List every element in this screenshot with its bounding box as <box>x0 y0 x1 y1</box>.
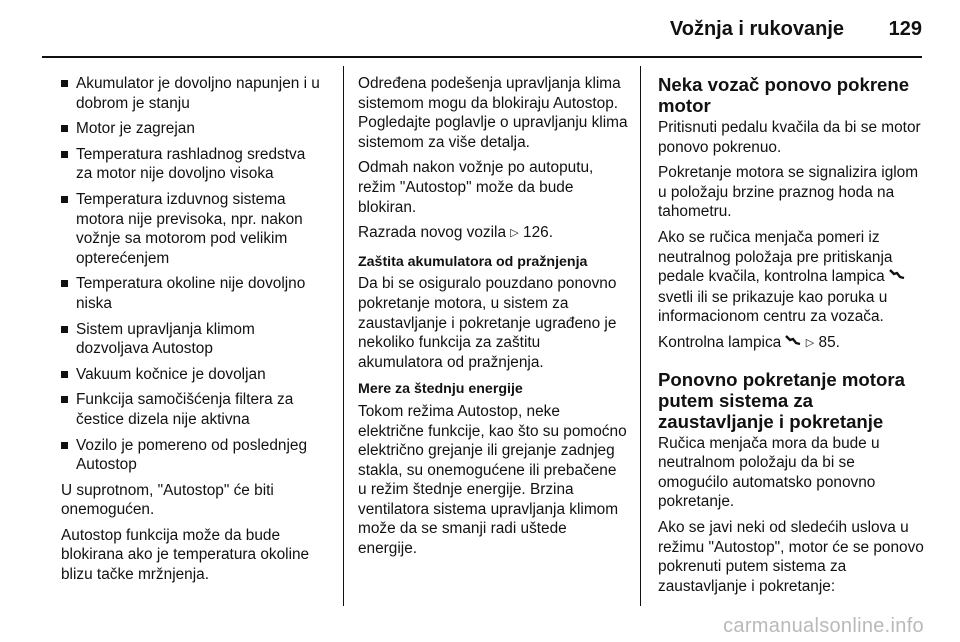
bullet-square-icon <box>61 151 68 158</box>
bullet-square-icon <box>61 442 68 449</box>
header-rule <box>42 56 922 58</box>
column-2 <box>358 74 628 565</box>
body-paragraph: Razrada novog vozila ▷ 126. <box>358 223 628 245</box>
list-item: Temperatura okoline nije dovoljno niska <box>61 274 323 313</box>
body-paragraph: Ako se javi neki od sledećih uslova u režimu "Autostop", motor će se ponovo pokrenuti putem sistema za zaustavljanje i pokretanje: <box>658 518 924 595</box>
page-title: Vožnja i rukovanje <box>669 18 844 40</box>
column-divider-2 <box>640 66 641 606</box>
column-divider-1 <box>343 66 344 606</box>
body-paragraph: Tokom režima Autostop, neke električne funkcije, kao što su pomoćno električno grejanje ili grejanje zadnjeg stakla, su onemogućene ili prebačene u režim štednje energije. Brzina ventilatora sistema upravljanja klimom može da se smanji radi uštede energije. <box>358 402 627 558</box>
bullet-square-icon <box>61 326 68 333</box>
list-item: Akumulator je dovoljno napunjen i u dobrom je stanju <box>61 74 323 113</box>
list-item: Vozilo je pomereno od poslednjeg Autostop <box>61 436 323 475</box>
autostop-indicator-icon <box>785 333 801 353</box>
section-heading: Neka vozač ponovo pokrene motor <box>658 74 910 116</box>
reference-arrow-icon: ▷ <box>510 227 519 240</box>
body-paragraph: Ako se ručica menjača pomeri iz neutralnog položaja pre pritiskanja pedale kvačila, kontrolna lampica svetli ili se prikazuje kao poruka u informacionom centru za vozača. <box>658 228 926 327</box>
body-paragraph: Pritisnuti pedalu kvačila da bi se motor ponovo pokrenuo. <box>658 119 921 156</box>
column-3 <box>658 74 926 602</box>
bullet-square-icon <box>61 196 68 203</box>
bullet-square-icon <box>61 80 68 87</box>
bullet-square-icon <box>61 371 68 378</box>
column-1 <box>61 74 323 591</box>
body-paragraph: U suprotnom, "Autostop" će biti onemogućen. <box>61 481 274 519</box>
bullet-square-icon <box>61 280 68 287</box>
body-paragraph: Određena podešenja upravljanja klima sistemom mogu da blokiraju Autostop. Pogledajte poglavlje o upravljanju klima sistemom za više detalja. <box>358 75 628 151</box>
watermark: carmanualsonline.info <box>723 615 924 637</box>
page-reference-link[interactable]: 126. <box>523 224 554 242</box>
section-heading: Ponovno pokretanje motora putem sistema za zaustavljanje i pokretanje <box>658 368 905 432</box>
page-reference-link[interactable]: 85. <box>818 333 840 351</box>
bullet-square-icon <box>61 125 68 132</box>
body-paragraph: Autostop funkcija može da bude blokirana ako je temperatura okoline blizu tačke mržnjenja. <box>61 526 310 584</box>
section-heading: Mere za štednju energije <box>358 381 523 398</box>
list-item: Temperatura izduvnog sistema motora nije previsoka, npr. nakon vožnje sa motorom pod velikim opterećenjem <box>61 190 323 268</box>
autostop-indicator-icon <box>889 267 905 287</box>
body-paragraph: Odmah nakon vožnje po autoputu, režim "Autostop" može da bude blokiran. <box>358 159 594 216</box>
list-item: Vakuum kočnice je dovoljan <box>61 365 323 385</box>
list-item: Sistem upravljanja klimom dozvoljava Autostop <box>61 320 323 359</box>
list-item: Motor je zagrejan <box>61 119 323 139</box>
page-header <box>0 0 960 62</box>
bullet-square-icon <box>61 396 68 403</box>
page-number: 129 <box>888 18 922 40</box>
condition-list <box>61 74 323 475</box>
body-paragraph: Pokretanje motora se signalizira iglom u položaju brzine praznog hoda na tahometru. <box>658 164 919 221</box>
body-paragraph: Ručica menjača mora da bude u neutralnom položaju da bi se omogućilo automatsko ponovno pokretanje. <box>658 434 880 511</box>
body-paragraph: Da bi se osiguralo pouzdano ponovno pokretanje motora, u sistem za zaustavljanje i pokretanje ugrađeno je nekoliko funkcija za zaštitu akumulatora od pražnjenja. <box>358 275 617 371</box>
list-item: Funkcija samočišćenja filtera za čestice dizela nije aktivna <box>61 390 323 429</box>
section-heading: Zaštita akumulatora od pražnjenja <box>358 253 588 270</box>
list-item: Temperatura rashladnog sredstva za motor nije dovoljno visoka <box>61 145 323 184</box>
reference-arrow-icon: ▷ <box>805 336 815 349</box>
body-paragraph: Kontrolna lampica ▷ 85. <box>658 333 926 355</box>
